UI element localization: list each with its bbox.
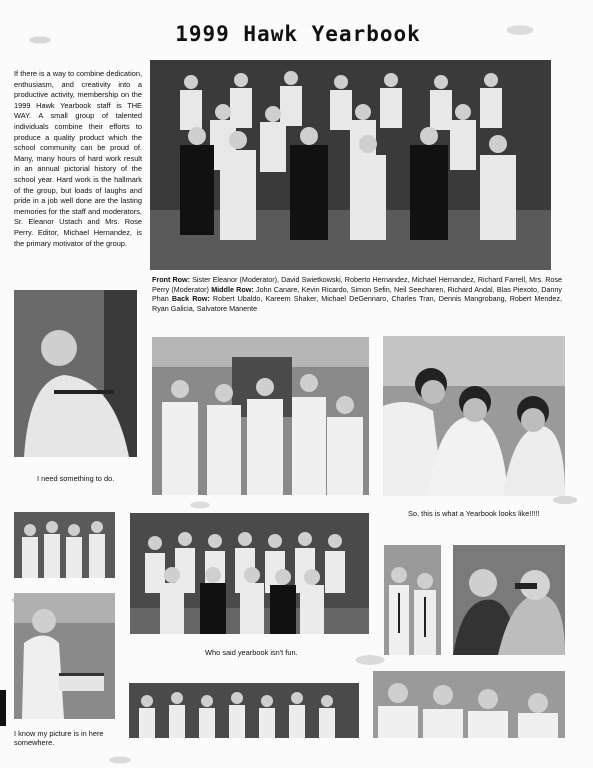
caption-yearbook-looks: So, this is what a Yearbook looks like!!!!!: [408, 509, 540, 518]
middle-row-label: Middle Row:: [211, 284, 254, 294]
photo-small-group: [14, 512, 115, 578]
roster-text: [152, 275, 562, 313]
page-title: 1999 Hawk Yearbook: [175, 22, 421, 46]
caption-my-picture: I know my picture is in here somewhere.: [14, 729, 104, 747]
photo-bottom-group: [129, 683, 359, 738]
back-row-label: Back Row:: [171, 294, 210, 304]
caption-something-to-do: I need something to do.: [37, 474, 115, 483]
page-edge-mark: [0, 690, 6, 726]
middle-row-names: John Canare, Kevin Ricardo, Simon Sefin, Neil Seecharen, Richard Andal, Blas Piexoto, Danny Phan: [152, 284, 563, 304]
front-row-label: Front Row:: [152, 275, 191, 284]
photo-group-bleachers: [130, 513, 369, 634]
photo-student-thinking: [14, 290, 137, 457]
group-photo: [150, 60, 551, 270]
back-row-names: Robert Ubaldo, Kareem Shaker, Michael DeGennaro, Charles Tran, Dennis Mangrobang, Robert Mendez, Ryan Galicia, Salvatore Manente: [152, 294, 562, 313]
photo-bottom-right: [373, 671, 565, 738]
photo-student-reading: [14, 593, 115, 719]
photo-students-standing: [384, 545, 441, 655]
caption-not-fun: Who said yearbook isn't fun.: [205, 648, 298, 657]
front-row-names: Sister Eleanor (Moderator), David Swietkowski, Roberto Hernandez, Michael Hernandez, Richard Farrell, Mrs. Rose Perry (Moderator): [152, 275, 562, 294]
photo-looking-yearbook: [383, 336, 565, 496]
intro-paragraph: If there is a way to combine dedication, enthusiasm, and creativity into a productive activity, membership on the 1999 Hawk Yearbook staff is THE WAY. A small group of talented individuals combine their efforts to produce a quality product which the school community can be proud of. Many, many hours of hard work result in an annual pictorial history of the school year. Hard work is the hallmark of the group, but loads of laughs and pride in a job well done are the lasting memories for the staff and moderators, Sr. Eleanor Ustach and Mrs. Rose Perry. Editor, Michael Hernandez, is the primary motivator of the group.: [14, 69, 142, 248]
photo-students-at-desk: [453, 545, 565, 655]
photo-staff-room: [152, 337, 369, 495]
